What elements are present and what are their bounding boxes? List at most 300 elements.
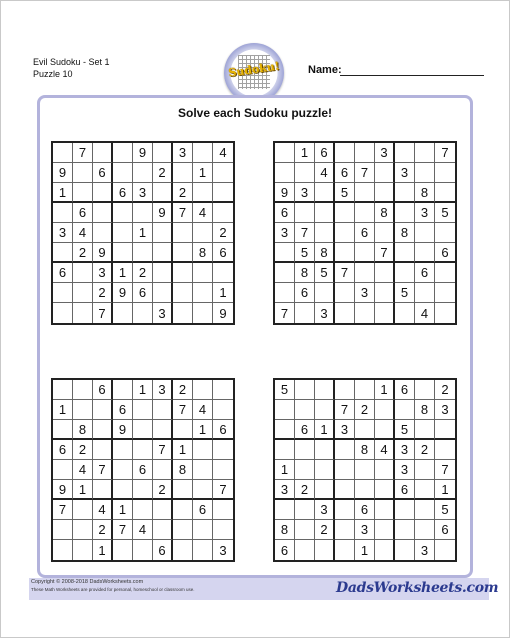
sudoku-cell[interactable]: 3 [355,283,375,303]
sudoku-cell[interactable] [53,283,73,303]
sudoku-cell[interactable]: 5 [395,283,415,303]
sudoku-cell[interactable] [213,163,233,183]
sudoku-cell[interactable]: 4 [193,400,213,420]
sudoku-cell[interactable] [113,480,133,500]
sudoku-cell[interactable] [213,520,233,540]
sudoku-cell[interactable] [415,380,435,400]
sudoku-cell[interactable]: 6 [335,163,355,183]
sudoku-cell[interactable] [395,540,415,560]
sudoku-cell[interactable]: 3 [395,163,415,183]
sudoku-cell[interactable] [173,303,193,323]
sudoku-cell[interactable]: 9 [219,305,227,321]
sudoku-cell[interactable] [173,520,193,540]
sudoku-cell[interactable] [193,303,213,323]
sudoku-cell[interactable] [435,440,455,460]
sudoku-cell[interactable] [295,460,315,480]
sudoku-cell[interactable]: 2 [173,183,193,203]
sudoku-cell[interactable] [53,420,73,440]
sudoku-cell[interactable] [153,223,173,243]
sudoku-cell[interactable] [375,460,395,480]
sudoku-cell[interactable] [73,500,93,520]
sudoku-cell[interactable] [315,380,335,400]
sudoku-cell[interactable] [93,223,113,243]
sudoku-cell[interactable]: 6 [435,520,455,540]
sudoku-cell[interactable] [275,143,295,163]
sudoku-cell[interactable] [395,243,415,263]
sudoku-cell[interactable]: 8 [395,223,415,243]
sudoku-cell[interactable] [213,500,233,520]
sudoku-cell[interactable] [193,283,213,303]
sudoku-cell[interactable] [295,500,315,520]
sudoku-cell[interactable]: 5 [335,183,355,203]
sudoku-cell[interactable]: 7 [73,143,93,163]
sudoku-cell[interactable] [193,143,213,163]
sudoku-cell[interactable] [113,163,133,183]
sudoku-cell[interactable]: 6 [315,143,335,163]
sudoku-cell[interactable] [295,440,315,460]
sudoku-cell[interactable]: 5 [435,500,455,520]
sudoku-cell[interactable] [53,380,73,400]
sudoku-cell[interactable] [193,380,213,400]
sudoku-cell[interactable]: 2 [153,163,173,183]
sudoku-cell[interactable] [295,520,315,540]
sudoku-cell[interactable]: 7 [173,203,193,223]
sudoku-cell[interactable] [173,283,193,303]
sudoku-cell[interactable] [93,400,113,420]
sudoku-cell[interactable]: 9 [53,480,73,500]
sudoku-cell[interactable] [53,203,73,223]
sudoku-cell[interactable] [375,163,395,183]
sudoku-cell[interactable] [73,303,93,323]
sudoku-cell[interactable] [375,223,395,243]
sudoku-cell[interactable] [73,380,93,400]
sudoku-cell[interactable] [73,283,93,303]
sudoku-cell[interactable] [275,283,295,303]
sudoku-cell[interactable] [213,460,233,480]
sudoku-cell[interactable]: 1 [113,263,133,283]
sudoku-cell[interactable]: 2 [295,480,315,500]
sudoku-cell[interactable]: 3 [93,263,113,283]
sudoku-cell[interactable] [133,480,153,500]
sudoku-cell[interactable]: 5 [295,243,315,263]
sudoku-cell[interactable] [113,303,133,323]
sudoku-cell[interactable] [335,520,355,540]
sudoku-cell[interactable] [275,420,295,440]
sudoku-cell[interactable]: 7 [173,400,193,420]
sudoku-cell[interactable] [375,540,395,560]
sudoku-cell[interactable]: 1 [133,223,153,243]
sudoku-cell[interactable]: 6 [193,500,213,520]
sudoku-cell[interactable]: 2 [133,263,153,283]
sudoku-cell[interactable] [415,480,435,500]
sudoku-cell[interactable]: 4 [193,203,213,223]
sudoku-cell[interactable] [213,203,233,223]
sudoku-cell[interactable] [73,520,93,540]
sudoku-cell[interactable]: 1 [93,540,113,560]
sudoku-cell[interactable]: 2 [173,380,193,400]
sudoku-cell[interactable] [275,440,295,460]
sudoku-cell[interactable] [213,183,233,203]
sudoku-cell[interactable]: 7 [113,520,133,540]
sudoku-cell[interactable] [375,263,395,283]
sudoku-cell[interactable] [315,440,335,460]
sudoku-cell[interactable] [133,400,153,420]
sudoku-cell[interactable] [213,400,233,420]
sudoku-cell[interactable] [275,263,295,283]
sudoku-cell[interactable] [335,203,355,223]
sudoku-cell[interactable] [355,420,375,440]
sudoku-cell[interactable]: 3 [153,380,173,400]
sudoku-cell[interactable] [53,520,73,540]
sudoku-cell[interactable] [113,223,133,243]
sudoku-cell[interactable] [355,183,375,203]
sudoku-cell[interactable] [355,480,375,500]
sudoku-cell[interactable] [335,143,355,163]
sudoku-cell[interactable] [113,460,133,480]
sudoku-cell[interactable]: 7 [295,223,315,243]
sudoku-cell[interactable]: 2 [213,223,233,243]
sudoku-cell[interactable] [53,243,73,263]
sudoku-cell[interactable] [153,183,173,203]
sudoku-cell[interactable]: 3 [395,460,415,480]
sudoku-cell[interactable] [375,480,395,500]
sudoku-cell[interactable]: 7 [93,303,113,323]
sudoku-cell[interactable] [335,303,355,323]
sudoku-cell[interactable]: 1 [375,380,395,400]
sudoku-cell[interactable]: 2 [435,380,455,400]
sudoku-cell[interactable]: 7 [335,263,355,283]
sudoku-cell[interactable]: 2 [153,480,173,500]
sudoku-cell[interactable] [375,400,395,420]
sudoku-cell[interactable] [153,263,173,283]
sudoku-cell[interactable] [435,263,455,283]
sudoku-cell[interactable] [93,203,113,223]
sudoku-cell[interactable] [315,283,335,303]
sudoku-cell[interactable]: 2 [73,440,93,460]
sudoku-cell[interactable] [133,203,153,223]
sudoku-cell[interactable]: 1 [275,460,295,480]
sudoku-cell[interactable] [415,500,435,520]
sudoku-cell[interactable]: 5 [275,380,295,400]
sudoku-cell[interactable]: 8 [355,440,375,460]
sudoku-cell[interactable]: 6 [73,203,93,223]
sudoku-cell[interactable]: 6 [395,480,415,500]
sudoku-cell[interactable] [435,303,455,323]
sudoku-cell[interactable]: 8 [375,203,395,223]
sudoku-cell[interactable] [395,500,415,520]
sudoku-cell[interactable] [73,163,93,183]
sudoku-cell[interactable] [355,243,375,263]
sudoku-cell[interactable] [173,243,193,263]
sudoku-cell[interactable]: 6 [53,440,73,460]
sudoku-cell[interactable] [193,223,213,243]
sudoku-cell[interactable]: 3 [275,480,295,500]
sudoku-cell[interactable]: 8 [173,460,193,480]
sudoku-cell[interactable]: 2 [73,243,93,263]
sudoku-cell[interactable] [53,303,73,323]
sudoku-cell[interactable] [315,183,335,203]
sudoku-cell[interactable]: 3 [415,203,435,223]
sudoku-cell[interactable]: 7 [53,500,73,520]
sudoku-cell[interactable]: 1 [53,400,73,420]
sudoku-cell[interactable]: 1 [295,143,315,163]
sudoku-cell[interactable] [395,520,415,540]
sudoku-cell[interactable]: 5 [435,203,455,223]
sudoku-cell[interactable] [133,500,153,520]
sudoku-cell[interactable]: 6 [113,400,133,420]
sudoku-cell[interactable] [193,263,213,283]
sudoku-cell[interactable] [375,420,395,440]
sudoku-cell[interactable] [375,283,395,303]
sudoku-cell[interactable] [295,540,315,560]
sudoku-cell[interactable]: 8 [415,183,435,203]
sudoku-cell[interactable]: 6 [93,380,113,400]
sudoku-cell[interactable]: 1 [133,380,153,400]
sudoku-cell[interactable] [73,540,93,560]
sudoku-cell[interactable] [53,460,73,480]
sudoku-cell[interactable]: 8 [73,420,93,440]
sudoku-cell[interactable] [335,500,355,520]
sudoku-cell[interactable]: 3 [315,500,335,520]
sudoku-cell[interactable] [193,480,213,500]
sudoku-cell[interactable] [153,283,173,303]
sudoku-cell[interactable] [93,183,113,203]
sudoku-cell[interactable] [295,163,315,183]
sudoku-cell[interactable]: 3 [395,440,415,460]
sudoku-cell[interactable]: 6 [213,420,233,440]
sudoku-cell[interactable] [375,303,395,323]
sudoku-cell[interactable] [295,203,315,223]
sudoku-cell[interactable] [375,500,395,520]
sudoku-cell[interactable]: 6 [415,263,435,283]
sudoku-cell[interactable]: 1 [193,420,213,440]
sudoku-cell[interactable] [395,303,415,323]
sudoku-cell[interactable] [93,480,113,500]
sudoku-cell[interactable]: 7 [435,143,455,163]
sudoku-cell[interactable] [335,480,355,500]
sudoku-cell[interactable] [113,143,133,163]
sudoku-cell[interactable]: 6 [153,540,173,560]
sudoku-cell[interactable] [193,460,213,480]
sudoku-cell[interactable] [415,520,435,540]
sudoku-cell[interactable] [435,283,455,303]
sudoku-cell[interactable] [133,163,153,183]
sudoku-cell[interactable] [355,203,375,223]
sudoku-cell[interactable]: 5 [395,420,415,440]
sudoku-cell[interactable] [193,540,213,560]
sudoku-cell[interactable] [295,380,315,400]
sudoku-cell[interactable] [355,143,375,163]
sudoku-cell[interactable] [275,163,295,183]
sudoku-cell[interactable] [295,400,315,420]
sudoku-cell[interactable]: 7 [93,460,113,480]
sudoku-cell[interactable] [133,243,153,263]
sudoku-cell[interactable] [395,400,415,420]
sudoku-cell[interactable]: 6 [53,263,73,283]
sudoku-cell[interactable]: 6 [295,283,315,303]
sudoku-cell[interactable]: 1 [193,163,213,183]
sudoku-cell[interactable]: 3 [315,303,335,323]
sudoku-cell[interactable]: 8 [295,263,315,283]
sudoku-cell[interactable]: 9 [153,203,173,223]
sudoku-cell[interactable]: 7 [335,400,355,420]
sudoku-cell[interactable]: 7 [275,303,295,323]
sudoku-cell[interactable] [335,380,355,400]
sudoku-cell[interactable] [315,460,335,480]
sudoku-cell[interactable]: 5 [315,263,335,283]
sudoku-cell[interactable] [193,520,213,540]
sudoku-cell[interactable] [113,440,133,460]
sudoku-cell[interactable] [335,283,355,303]
sudoku-cell[interactable]: 8 [275,520,295,540]
sudoku-cell[interactable]: 9 [275,183,295,203]
sudoku-cell[interactable] [355,380,375,400]
sudoku-cell[interactable]: 4 [73,223,93,243]
sudoku-cell[interactable] [415,243,435,263]
sudoku-cell[interactable]: 6 [133,283,153,303]
sudoku-cell[interactable] [395,263,415,283]
sudoku-cell[interactable] [435,223,455,243]
sudoku-cell[interactable] [415,223,435,243]
sudoku-cell[interactable] [355,460,375,480]
sudoku-cell[interactable] [153,460,173,480]
sudoku-cell[interactable] [335,460,355,480]
sudoku-cell[interactable] [93,143,113,163]
sudoku-cell[interactable] [435,183,455,203]
sudoku-cell[interactable]: 4 [133,520,153,540]
sudoku-cell[interactable] [113,540,133,560]
sudoku-cell[interactable] [113,380,133,400]
sudoku-cell[interactable] [375,520,395,540]
sudoku-cell[interactable] [153,143,173,163]
sudoku-cell[interactable] [355,263,375,283]
sudoku-cell[interactable] [153,243,173,263]
sudoku-cell[interactable]: 1 [315,420,335,440]
sudoku-cell[interactable]: 1 [435,480,455,500]
sudoku-cell[interactable] [133,440,153,460]
sudoku-cell[interactable] [275,243,295,263]
sudoku-cell[interactable] [173,163,193,183]
sudoku-cell[interactable] [435,420,455,440]
sudoku-cell[interactable]: 1 [53,183,73,203]
sudoku-cell[interactable]: 9 [113,420,133,440]
sudoku-cell[interactable]: 4 [93,500,113,520]
sudoku-cell[interactable] [395,183,415,203]
sudoku-cell[interactable]: 8 [415,400,435,420]
sudoku-cell[interactable]: 6 [275,203,295,223]
sudoku-cell[interactable]: 1 [173,440,193,460]
sudoku-cell[interactable]: 6 [93,163,113,183]
sudoku-cell[interactable]: 6 [113,183,133,203]
sudoku-cell[interactable] [93,420,113,440]
sudoku-cell[interactable] [173,480,193,500]
sudoku-cell[interactable] [415,143,435,163]
sudoku-cell[interactable]: 6 [275,540,295,560]
sudoku-cell[interactable] [153,520,173,540]
sudoku-cell[interactable]: 3 [173,143,193,163]
sudoku-cell[interactable]: 3 [415,540,435,560]
sudoku-cell[interactable]: 1 [213,283,233,303]
sudoku-cell[interactable]: 2 [355,400,375,420]
sudoku-cell[interactable]: 7 [153,440,173,460]
sudoku-cell[interactable] [335,243,355,263]
sudoku-cell[interactable] [395,203,415,223]
sudoku-cell[interactable] [153,420,173,440]
sudoku-cell[interactable] [415,460,435,480]
sudoku-cell[interactable]: 6 [213,243,233,263]
sudoku-cell[interactable] [173,540,193,560]
sudoku-cell[interactable] [355,303,375,323]
sudoku-cell[interactable] [53,540,73,560]
sudoku-cell[interactable]: 3 [133,183,153,203]
sudoku-cell[interactable]: 9 [113,283,133,303]
sudoku-cell[interactable]: 7 [355,163,375,183]
sudoku-cell[interactable]: 4 [315,163,335,183]
sudoku-cell[interactable] [415,420,435,440]
sudoku-cell[interactable]: 9 [53,163,73,183]
sudoku-cell[interactable] [133,420,153,440]
sudoku-cell[interactable]: 8 [193,243,213,263]
sudoku-cell[interactable]: 9 [93,243,113,263]
sudoku-cell[interactable] [73,263,93,283]
sudoku-cell[interactable]: 9 [133,143,153,163]
sudoku-cell[interactable] [73,183,93,203]
sudoku-cell[interactable] [193,440,213,460]
sudoku-cell[interactable] [153,500,173,520]
sudoku-cell[interactable]: 7 [213,480,233,500]
sudoku-cell[interactable] [335,440,355,460]
sudoku-cell[interactable] [315,203,335,223]
sudoku-cell[interactable]: 3 [153,303,173,323]
sudoku-cell[interactable] [375,183,395,203]
sudoku-cell[interactable] [173,500,193,520]
sudoku-cell[interactable] [415,283,435,303]
sudoku-cell[interactable] [335,223,355,243]
sudoku-cell[interactable]: 3 [435,400,455,420]
sudoku-cell[interactable] [395,143,415,163]
sudoku-cell[interactable]: 6 [395,380,415,400]
sudoku-cell[interactable]: 4 [213,143,233,163]
sudoku-cell[interactable]: 3 [355,520,375,540]
sudoku-cell[interactable] [173,420,193,440]
sudoku-cell[interactable]: 3 [335,420,355,440]
sudoku-cell[interactable]: 6 [435,243,455,263]
sudoku-cell[interactable]: 1 [113,500,133,520]
sudoku-cell[interactable]: 6 [355,223,375,243]
sudoku-cell[interactable] [93,440,113,460]
sudoku-cell[interactable] [435,163,455,183]
sudoku-cell[interactable] [315,480,335,500]
sudoku-cell[interactable]: 6 [133,460,153,480]
sudoku-cell[interactable] [173,223,193,243]
sudoku-cell[interactable]: 2 [93,520,113,540]
sudoku-cell[interactable]: 1 [73,480,93,500]
sudoku-cell[interactable] [335,540,355,560]
sudoku-cell[interactable] [315,223,335,243]
sudoku-cell[interactable]: 8 [315,243,335,263]
sudoku-cell[interactable]: 3 [219,542,227,558]
sudoku-cell[interactable]: 2 [93,283,113,303]
sudoku-cell[interactable] [315,540,335,560]
sudoku-cell[interactable]: 3 [375,143,395,163]
sudoku-cell[interactable]: 2 [315,520,335,540]
sudoku-cell[interactable]: 3 [275,223,295,243]
sudoku-cell[interactable] [275,400,295,420]
sudoku-cell[interactable] [153,400,173,420]
sudoku-cell[interactable] [53,143,73,163]
sudoku-cell[interactable] [173,263,193,283]
sudoku-cell[interactable]: 4 [375,440,395,460]
